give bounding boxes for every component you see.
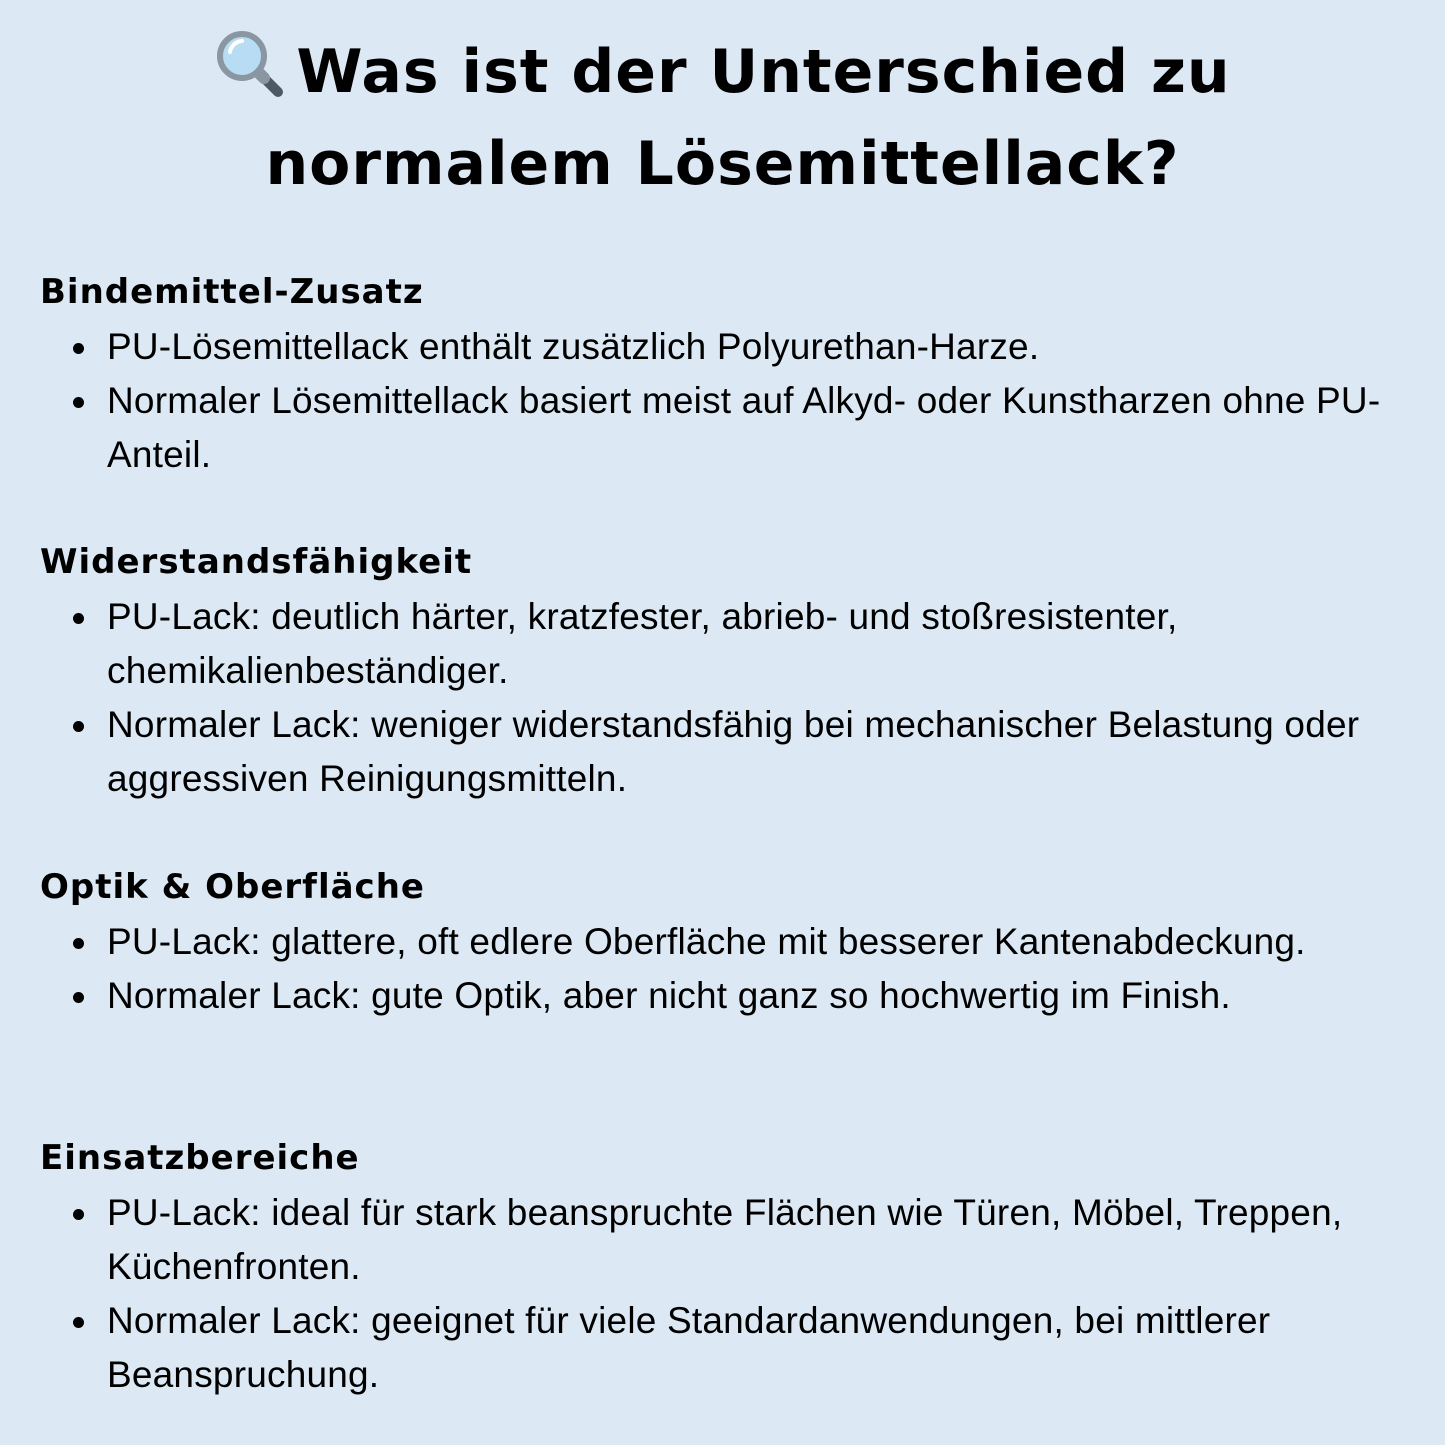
bullet-list	[40, 1186, 1410, 1402]
list-item-text: Normaler Lack: gute Optik, aber nicht ganz so hochwertig im Finish.	[107, 975, 1231, 1016]
bullet-icon	[73, 613, 84, 624]
list-item	[40, 374, 1410, 482]
section-optik	[40, 867, 1410, 1023]
list-item	[40, 320, 1410, 374]
list-item-text: Normaler Lack: geeignet für viele Standardanwendungen, bei mittlerer Beanspruchung.	[107, 1300, 1271, 1395]
section-einsatzbereiche	[40, 1138, 1410, 1402]
list-item	[40, 590, 1410, 698]
list-item-text: PU-Lack: ideal für stark beanspruchte Flächen wie Türen, Möbel, Treppen, Küchenfronten.	[107, 1192, 1343, 1287]
bullet-icon	[73, 938, 84, 949]
title-line-1	[0, 26, 1445, 118]
section-bindemittel	[40, 272, 1410, 482]
bullet-list	[40, 590, 1410, 806]
bullet-list	[40, 320, 1410, 482]
section-widerstandsfaehigkeit	[40, 542, 1410, 806]
list-item-text: PU-Lösemittellack enthält zusätzlich Polyurethan-Harze.	[107, 326, 1040, 367]
list-item	[40, 915, 1410, 969]
list-item	[40, 1294, 1410, 1402]
bullet-icon	[73, 721, 84, 732]
magnifier-icon	[214, 28, 284, 98]
list-item-text: Normaler Lösemittellack basiert meist auf Alkyd- oder Kunstharzen ohne PU-Anteil.	[107, 380, 1381, 475]
bullet-icon	[73, 1209, 84, 1220]
list-item-text: PU-Lack: deutlich härter, kratzfester, abrieb- und stoßresistenter, chemikalienbeständiger.	[107, 596, 1178, 691]
section-heading: Bindemittel-Zusatz	[40, 272, 424, 312]
section-heading: Optik & Oberfläche	[40, 867, 425, 907]
list-item-text: PU-Lack: glattere, oft edlere Oberfläche mit besserer Kantenabdeckung.	[107, 921, 1306, 962]
title-text-line-1: Was ist der Unterschied zu	[296, 37, 1231, 107]
list-item	[40, 1186, 1410, 1294]
page-title	[0, 26, 1445, 210]
section-heading: Widerstandsfähigkeit	[40, 542, 473, 582]
bullet-icon	[73, 343, 84, 354]
title-text-line-2: normalem Lösemittellack?	[265, 129, 1180, 199]
bullet-list	[40, 915, 1410, 1023]
list-item-text: Normaler Lack: weniger widerstandsfähig bei mechanischer Belastung oder aggressiven Reinigungsmitteln.	[107, 704, 1360, 799]
bullet-icon	[73, 1317, 84, 1328]
bullet-icon	[73, 397, 84, 408]
section-heading: Einsatzbereiche	[40, 1138, 360, 1178]
bullet-icon	[73, 992, 84, 1003]
list-item	[40, 969, 1410, 1023]
list-item	[40, 698, 1410, 806]
